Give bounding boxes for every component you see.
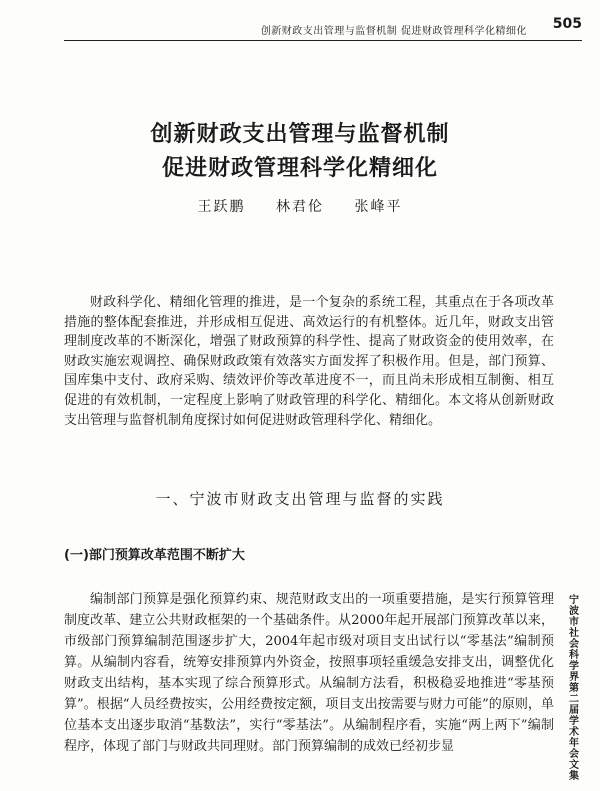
author-name: 张峰平 (354, 199, 403, 215)
subsection-heading: (一)部门预算改革范围不断扩大 (64, 548, 245, 563)
abstract-paragraph: 财政科学化、精细化管理的推进，是一个复杂的系统工程，其重点在于各项改革措施的整体配套推进，并形成相互促进、高效运行的有机整体。近几年，财政支出管理制度改革的不断深化，增强了财政预算的科学性、提高了财政资金的使用效率，在财政实施宏观调控、确保财政政策有效落实方面发挥了积极作用。但是，部门预算、国库集中支付、政府采购、绩效评价等改革进度不一，而且尚未形成相互制衡、相互促进的有效机制，一定程度上影响了财政管理的科学化、精细化。本文将从创新财政支出管理与监督机制角度探讨如何促进财政管理科学化、精细化。 (64, 295, 554, 428)
article-title (0, 118, 600, 186)
running-title: 创新财政支出管理与监督机制 促进财政管理科学化精细化 (260, 26, 527, 37)
author-name: 王跃鹏 (197, 199, 246, 215)
body-paragraph: 编制部门预算是强化预算约束、规范财政支出的一项重要措施，是实行预算管理制度改革、建立公共财政框架的一个基础条件。从2000年起开展部门预算改革以来，市级部门预算编制范围逐步扩大，2004年起市级对项目支出试行以“零基法”编制预算。从编制内容看，统筹安排预算内外资金，按照事项轻重缓急安排支出，调整优化财政支出结构，基本实现了综合预算形式。从编制方法看，积极稳妥地推进“零基预算”。根据“人员经费按实，公用经费按定额，项目支出按需要与财力可能”的原则，单位基本支出逐步取消“基数法”，实行“零基法”。从编制程序看，实施“两上两下”编制程序，体现了部门与财政共同理财。部门预算编制的成效已经初步显 (64, 592, 554, 754)
title-line-2: 促进财政管理科学化精细化 (161, 156, 438, 181)
section-heading: 一、宁波市财政支出管理与监督的实践 (155, 490, 445, 508)
author-name: 林君伦 (276, 199, 324, 215)
collection-side-label: 宁波市社会科学界第二届学术年会文集 (569, 595, 579, 782)
author-list (0, 196, 600, 216)
page-number: 505 (552, 16, 582, 32)
running-header (182, 16, 582, 36)
title-line-1: 创新财政支出管理与监督机制 (150, 122, 450, 147)
header-rule (64, 40, 582, 41)
